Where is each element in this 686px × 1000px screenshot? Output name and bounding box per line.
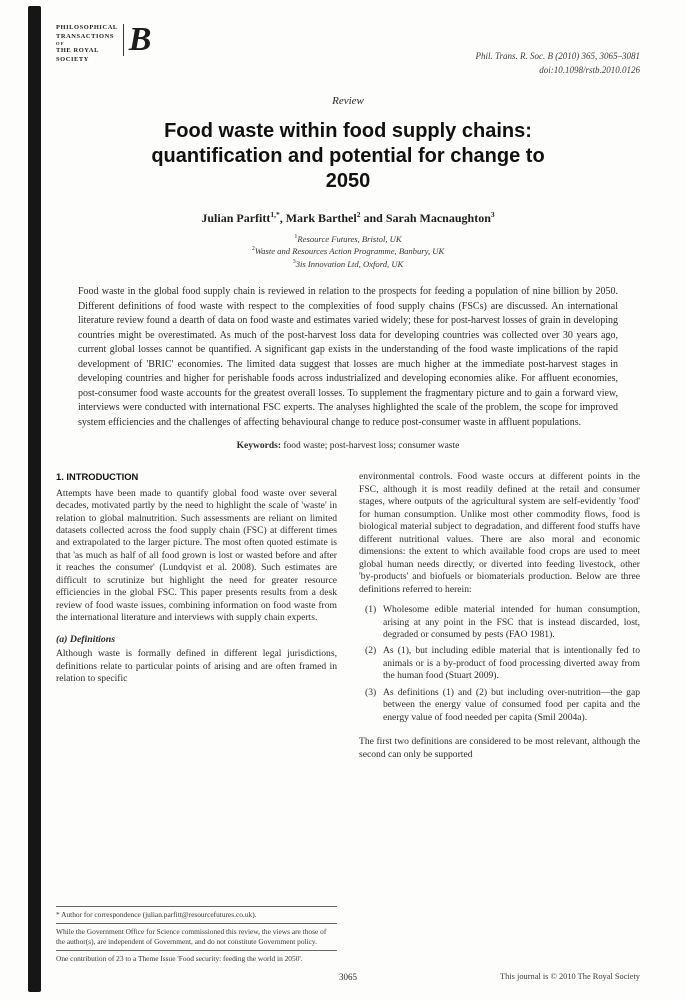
citation-block [476, 50, 641, 77]
affiliation-line [56, 233, 640, 245]
author-separator: and [360, 211, 386, 225]
footnote-contribution: One contribution of 23 to a Theme Issue 'Food security: feeding the world in 2050'. [56, 950, 337, 964]
affiliation-superscript: 1 [294, 234, 298, 241]
authors-line [56, 210, 640, 226]
affiliation-line [56, 245, 640, 257]
logo-text-line: TRANSACTIONS [56, 32, 114, 40]
logo-text-line: OF [56, 41, 65, 47]
affiliation-text: 3is Innovation Ltd, Oxford, UK [295, 258, 404, 269]
two-column-body [56, 471, 640, 964]
definition-list-item [365, 645, 640, 682]
author-name: Sarah Macnaughton [385, 211, 491, 225]
left-column [56, 471, 337, 964]
definition-number: (2) [365, 645, 377, 657]
article-type-label: Review [332, 95, 364, 107]
logo-text-line: THE ROYAL [56, 47, 99, 55]
definition-number: (1) [365, 604, 377, 616]
footnote-disclaimer: While the Government Office for Science commissioned this review, the views are those of the author(s), are independent of Government, and do not constitute Government policy. [56, 923, 337, 946]
author-superscript: 2 [356, 210, 361, 219]
author-superscript: 1,* [270, 210, 280, 219]
logo-letter-b-icon: B [123, 24, 152, 56]
doi-text: doi:10.1098/rstb.2010.0126 [539, 64, 640, 75]
definition-list-item [365, 687, 640, 724]
right-column [359, 471, 640, 964]
definition-list-item [365, 604, 640, 641]
scan-edge-strip [28, 6, 41, 992]
article-page [56, 16, 640, 988]
definition-text: As (1), but including edible material that is intentionally fed to animals or is a by-product of food processing diverted away from the human food (Stuart 2009). [383, 645, 640, 682]
subsection-heading-definitions: (a) Definitions [56, 633, 116, 645]
author-name: Mark Barthel [285, 211, 357, 225]
logo-text-line: PHILOSOPHICAL [56, 24, 118, 31]
definition-number: (3) [365, 686, 377, 698]
royal-society-logo [56, 21, 152, 65]
paper-title: Food waste within food supply chains: quantification and potential for change to 2050 [151, 120, 545, 192]
definition-text: As definitions (1) and (2) but including over-nutrition—the gap between the energy value of consumed food per capita and the energy value of food needed per capita (Smil 2004a). [383, 686, 640, 723]
logo-text [56, 24, 118, 65]
author-superscript: 3 [490, 210, 495, 219]
footnotes-block [56, 902, 337, 965]
affiliation-text: Waste and Resources Action Programme, Banbury, UK [254, 246, 445, 257]
affiliation-line [56, 258, 640, 270]
closing-paragraph: The first two definitions are considered to be most relevant, although the second can only be supported [359, 736, 640, 760]
affiliations-block [56, 233, 640, 270]
page-footer [56, 972, 640, 988]
page-number: 3065 [339, 972, 357, 982]
definition-text: Wholesome edible material intended for human consumption, arising at any point in the FSC that is instead discarded, lost, degraded or consumed by pests (FAO 1981). [383, 604, 640, 640]
affiliation-superscript: 3 [292, 259, 296, 266]
definitions-list [365, 604, 640, 728]
affiliation-text: Resource Futures, Bristol, UK [297, 234, 402, 244]
footnote-correspondence: * Author for correspondence (julian.parfitt@resourcefutures.co.uk). [56, 906, 337, 920]
affiliation-superscript: 2 [251, 246, 255, 253]
copyright-notice: This journal is © 2010 The Royal Society [500, 972, 640, 981]
definitions-paragraph: Although waste is formally defined in different legal jurisdictions, definitions relate to particular points of arising and are often framed in relation to specific [56, 648, 337, 685]
page-header [56, 16, 640, 77]
author-name: Julian Parfitt [201, 211, 271, 225]
journal-citation: Phil. Trans. R. Soc. B (2010) 365, 3065–3081 [475, 51, 640, 61]
keywords-line [56, 441, 640, 451]
right-column-paragraph: environmental controls. Food waste occurs at different points in the FSC, although it is most readily defined at the retail and consumer stages, where outputs of the agricultural system are self-evidently 'food' for human consumption. Unlike most other commodity flows, food is biological material subject to degradation, and different food stuffs have different nutritional values. There are also moral and economic dimensions: the extent to which available food crops are used to meet global human needs directly, or diverted into feeding livestock, other 'by-products' and biofuels or biomaterials production. Below are three definitions referred to herein: [359, 471, 640, 595]
author-separator: , [279, 211, 286, 225]
intro-paragraph: Attempts have been made to quantify global food waste over several decades, motivated partly by the need to highlight the scale of 'waste' in relation to global malnutrition. Such assessments are reliant on limited datasets collected across the food supply chain (FSC) at different times and extrapolated to the larger picture. The most often quoted estimate is that 'as much as half of all food grown is lost or wasted before and after it reaches the consumer' (Lundqvist et al. 2008). Such estimates are difficult to scrutinize but highlight the need for greater resource efficiencies in the global FSC. This paper presents results from a desk review of food waste issues, combining information on food waste from the international literature and interviews with supply chain experts. [56, 487, 337, 624]
section-heading-introduction: 1. INTRODUCTION [56, 471, 139, 483]
abstract-text: Food waste in the global food supply chain is reviewed in relation to the prospects for feeding a population of nine billion by 2050. Different definitions of food waste with respect to the complexities of food supply chains (FSCs) are discussed. An international literature review found a dearth of data on food waste and estimates varied widely; these for post-harvest losses of grain in developing countries might be overestimated. As much of the post-harvest loss data for developing countries was collected over 30 years ago, current global losses cannot be quantified. A significant gap exists in the understanding of the food waste implications of the rapid development of 'BRIC' economies. The limited data suggest that losses are much higher at the immediate post-harvest stages in developing countries and higher for perishable foods across industrialized and developing economies alike. For affluent economies, post-consumer food waste accounts for the greatest overall losses. To supplement the fragmentary picture and to gain a forward view, interviews were conducted with international FSC experts. The analyses highlighted the scale of the problem, the scope for improved system efficiencies and the challenges of affecting behavioural change to reduce post-consumer waste in affluent populations. [78, 286, 618, 428]
logo-text-line: SOCIETY [56, 56, 89, 64]
keywords-text: food waste; post-harvest loss; consumer waste [283, 441, 460, 452]
keywords-label: Keywords: [236, 441, 281, 452]
